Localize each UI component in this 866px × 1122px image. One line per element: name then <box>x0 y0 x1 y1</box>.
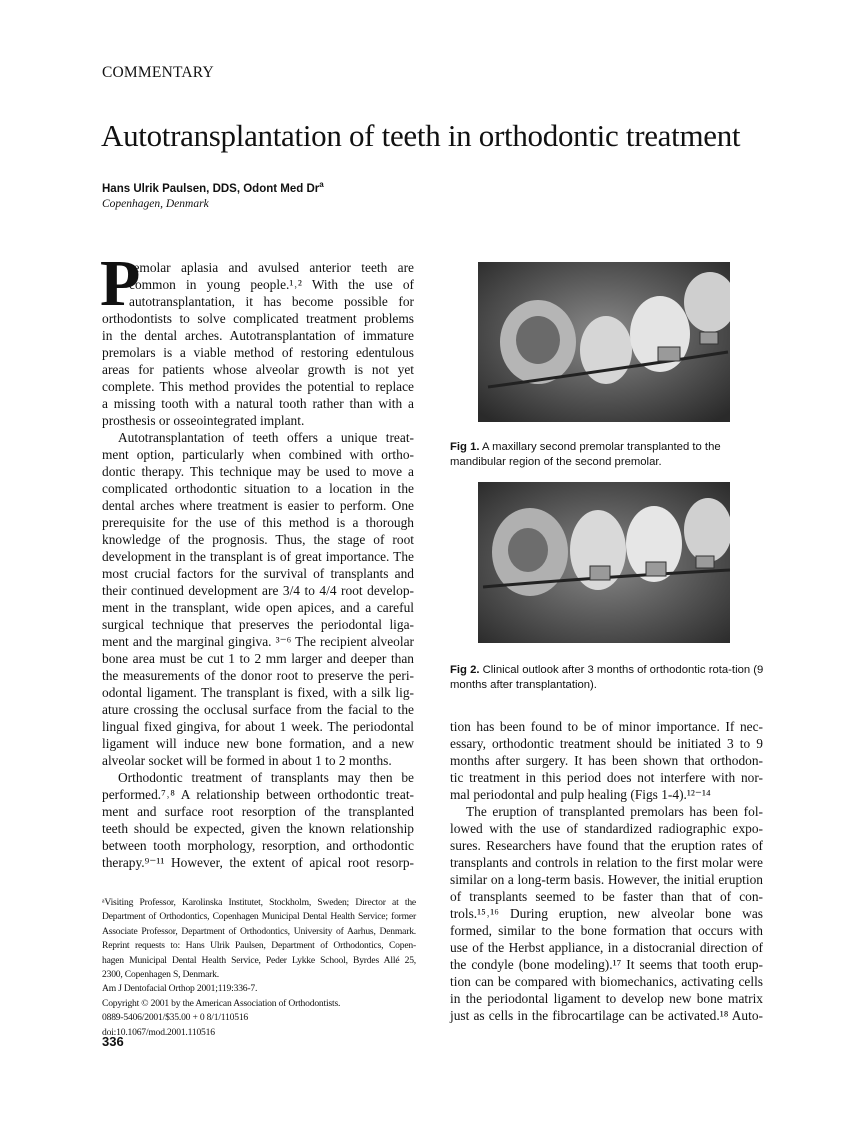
text-line: teeth should be expected, given the known relationship <box>102 821 414 836</box>
figure-2-label: Fig 2. <box>450 664 480 676</box>
text-line: orthodontists to solve complicated treatment problems <box>102 311 414 326</box>
text-line: transplants and controls in relation to the first molar were <box>450 855 763 870</box>
text-line: of transplants seemed to be faster than that of con- <box>450 889 763 904</box>
text-line: ment and surface root resorption of the transplanted <box>102 804 414 819</box>
text-line: dental arches where treatment is easier to perform. One <box>102 498 414 513</box>
section-label: COMMENTARY <box>102 64 214 81</box>
drop-cap: P <box>100 247 141 320</box>
text-line: most crucial factors for the survival of transplants and <box>102 566 414 581</box>
text-line: autotransplantation, it has become possible for <box>129 294 414 309</box>
text-line: Orthodontic treatment of transplants may then be <box>118 770 414 785</box>
text-line: essary, orthodontic treatment should be initiated 3 to 9 <box>450 736 763 751</box>
text-line: knowledge of the prognosis. Thus, the stage of root <box>102 532 414 547</box>
text-line: premolars is a viable method of restoring edentulous <box>102 345 414 360</box>
footnote-line: Associate Professor, Department of Orthodontics, University of Aarhus, Denmark. <box>102 925 416 937</box>
text-line: use of the Herbst appliance, in a distocranial direction of <box>450 940 763 955</box>
text-line: ature crossing the occlusal surface from the facial to the <box>102 702 414 717</box>
text-line: tion has been found to be of minor importance. If nec- <box>450 719 763 734</box>
footnote-line: doi:10.1067/mod.2001.110516 <box>102 1026 215 1038</box>
text-line: sures. Researchers have found that the eruption rates of <box>450 838 763 853</box>
text-line: complicated orthodontic situation to a location in the <box>102 481 414 496</box>
text-line: months after surgery. It has been shown that orthodon- <box>450 753 763 768</box>
text-line: lowed with the use of standardized radiographic expo- <box>450 821 763 836</box>
text-line: tion can be compared with biomechanics, activating cells <box>450 974 763 989</box>
article-title: Autotransplantation of teeth in orthodontic treatment <box>101 118 741 153</box>
text-line: ment in the transplant, wide open apices, and a careful <box>102 600 414 615</box>
footnote-line: Reprint requests to: Hans Ulrik Paulsen, Department of Orthodontics, Copen- <box>102 940 416 952</box>
text-line: Autotransplantation of teeth offers a unique treat- <box>118 430 414 445</box>
text-line: performed.⁷˒⁸ A relationship between orthodontic treat- <box>102 787 414 802</box>
text-line: formed, similar to the bone formation that occurs with <box>450 923 763 938</box>
text-line: remolar aplasia and avulsed anterior teeth are <box>129 260 414 275</box>
author-footnote-marker: a <box>319 180 324 189</box>
text-line: odontal ligament. The transplant is fixed, with a silk lig- <box>102 685 414 700</box>
text-line: between tooth morphology, resorption, and orthodontic <box>102 838 414 853</box>
text-line: the condyle (bone modeling).¹⁷ It seems that tooth erup- <box>450 957 763 972</box>
figure-2-caption-text: Clinical outlook after 3 months of orthodontic rota-tion (9 months after transplantation). <box>450 664 764 691</box>
text-line: in the dental arches. Autotransplantation of immature <box>102 328 414 343</box>
text-line: ment option, particularly when combined with ortho- <box>102 447 414 462</box>
text-line: ligament will induce new bone formation, and a new <box>102 736 414 751</box>
text-line: common in young people.¹˒² With the use of <box>129 277 414 292</box>
figure-1-photo <box>478 262 730 422</box>
text-line: the measurements of the donor root to preserve the peri- <box>102 668 414 683</box>
text-line: prerequisite for the use of this method is a thorough <box>102 515 414 530</box>
footnote-line: hagen Municipal Dental Health Service, Peder Lykke School, Byrdes Allé 25, <box>102 954 416 966</box>
text-line: in the periodontal ligament to develop new bone matrix <box>450 991 763 1006</box>
text-line: The eruption of transplanted premolars has been fol- <box>466 804 763 819</box>
text-line: just as cells in the fibrocartilage can be activated.¹⁸ Auto- <box>450 1008 763 1023</box>
figure-2-photo <box>478 482 730 643</box>
figure-2-caption <box>450 663 765 693</box>
text-line: complete. This method provides the potential to replace <box>102 379 414 394</box>
text-line: areas for patients whose alveolar growth is not yet <box>102 362 414 377</box>
text-line: therapy.⁹⁻¹¹ However, the extent of apical root resorp- <box>102 855 414 870</box>
footnote-line: 0889-5406/2001/$35.00 + 0 8/1/110516 <box>102 1012 249 1024</box>
figure-1-label: Fig 1. <box>450 441 480 453</box>
text-line: ment and the marginal gingiva. ³⁻⁶ The recipient alveolar <box>102 634 414 649</box>
text-line: surgical technique that preserves the periodontal liga- <box>102 617 414 632</box>
text-line: tic treatment in this period does not interfere with nor- <box>450 770 763 785</box>
author-line <box>102 180 324 195</box>
footnote-line: Department of Orthodontics, Copenhagen Municipal Dental Health Service; former <box>102 911 416 923</box>
footnote-line: ᵃVisiting Professor, Karolinska Institutet, Stockholm, Sweden; Director at the <box>102 897 416 908</box>
left-column-body <box>102 259 414 871</box>
text-line: alveolar socket will be formed in about 1 to 2 months. <box>102 753 392 768</box>
text-line: lingual fixed gingiva, for about 1 week. The periodontal <box>102 719 414 734</box>
text-line: mal periodontal and pulp healing (Figs 1-4).¹²⁻¹⁴ <box>450 787 711 802</box>
author-name: Hans Ulrik Paulsen, DDS, Odont Med Dr <box>102 182 320 195</box>
text-line: prosthesis or osseointegrated implant. <box>102 413 305 428</box>
text-line: trols.¹⁵˒¹⁶ During eruption, new alveolar bone was <box>450 906 763 921</box>
figure-1-caption-text: A maxillary second premolar transplanted to the mandibular region of the second premolar. <box>450 441 721 468</box>
text-line: dontic therapy. This technique may be used to move a <box>102 464 414 479</box>
right-column-body <box>450 718 763 1024</box>
text-line: a missing tooth with a natural tooth rather than with a <box>102 396 414 411</box>
page-number: 336 <box>102 1034 124 1049</box>
author-location: Copenhagen, Denmark <box>102 198 209 210</box>
text-line: their continued development are 3/4 to 4/4 root develop- <box>102 583 414 598</box>
text-line: development in the transplant is of great importance. The <box>102 549 414 564</box>
text-line: similar on a long-term basis. However, the initial eruption <box>450 872 763 887</box>
footnote-line: Am J Dentofacial Orthop 2001;119:336-7. <box>102 983 258 995</box>
footnote-line: 2300, Copenhagen S, Denmark. <box>102 968 219 980</box>
footnote-line: Copyright © 2001 by the American Association of Orthodontists. <box>102 997 341 1009</box>
author-footnote <box>102 896 416 1040</box>
figure-1-caption <box>450 440 765 470</box>
text-line: bone area must be cut 1 to 2 mm larger and deeper than <box>102 651 414 666</box>
